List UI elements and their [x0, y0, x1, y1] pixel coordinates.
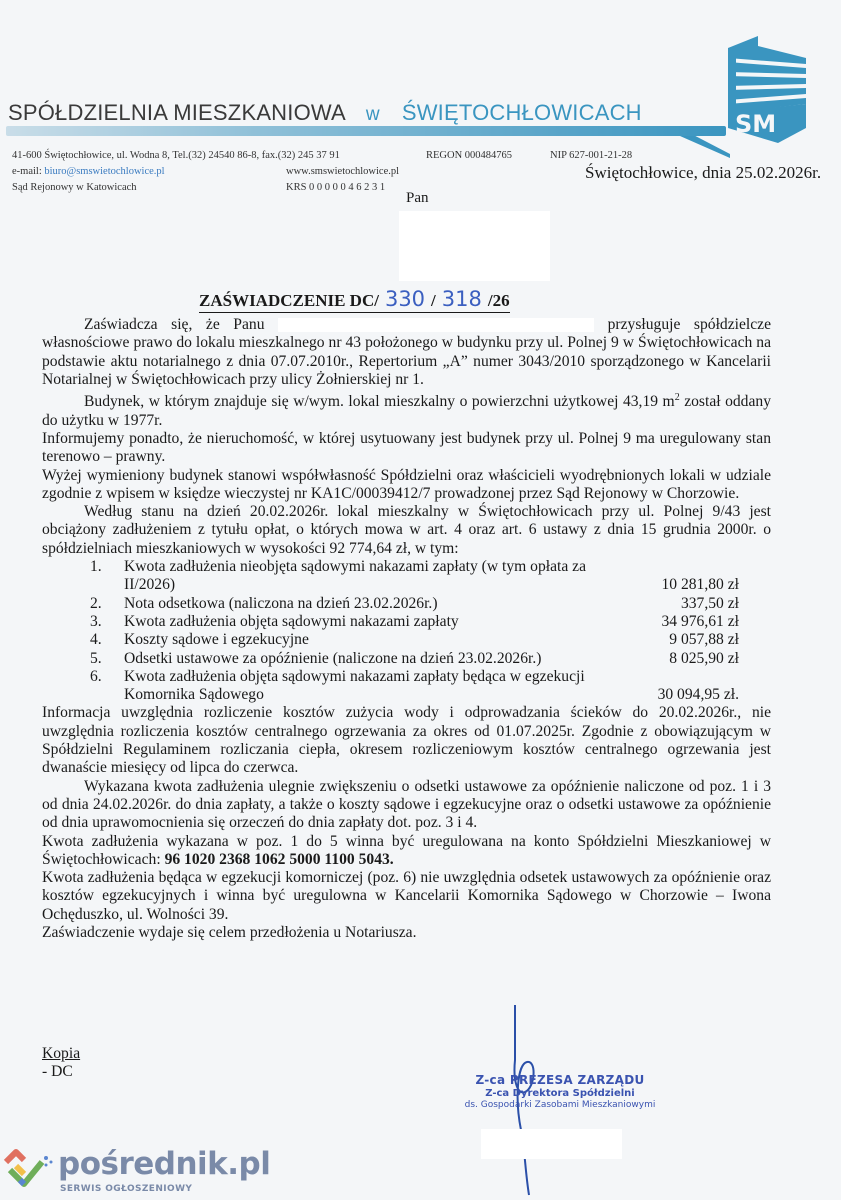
- debt-item: [42, 595, 771, 613]
- document-date: Świętochłowice, dnia 25.02.2026r.: [585, 163, 822, 182]
- redacted-recipient: [399, 211, 550, 281]
- p2-end: został oddany do użytku w 1977r.: [42, 393, 771, 429]
- debt-item-num: 1.: [90, 558, 102, 576]
- debt-item-label: Odsetki ustawowe za opóźnienie (naliczone na dzień 23.02.2026r.): [124, 649, 542, 667]
- debt-item-label: Kwota zadłużenia objęta sądowymi nakazami zapłaty będąca w egzekucji Komornika Sądowego: [124, 667, 585, 704]
- bank-account-number: 96 1020 2368 1062 5000 1100 5043.: [164, 850, 394, 868]
- handwritten-number-1: 330: [384, 287, 426, 311]
- debt-item-num: 5.: [90, 649, 102, 667]
- watermark-subtitle: SERWIS OGŁOSZENIOWY: [60, 1184, 193, 1194]
- p8-text: Kwota zadłużenia wykazana w poz. 1 do 5 winna być uregulowana na konto Spółdzielni Mieszkaniowej w Świętochłowicach:: [42, 832, 771, 868]
- p2-sup: 2: [674, 392, 680, 404]
- email-link[interactable]: biuro@smswietochlowice.pl: [44, 166, 165, 177]
- watermark-name: pośrednik.pl: [58, 1146, 271, 1182]
- paragraph-building: [42, 389, 771, 430]
- debt-item-num: 4.: [90, 631, 102, 649]
- paragraph-purpose: Zaświadczenie wydaje się celem przedłożenia u Notariusza.: [42, 923, 417, 941]
- debt-list: [42, 558, 771, 704]
- address-line: 41-600 Świętochłowice, ul. Wodna 8, Tel.(32) 24540 86-8, fax.(32) 245 37 91: [12, 150, 340, 161]
- stamp-line-1: Z-ca PREZESA ZARZĄDU: [475, 1073, 645, 1087]
- debt-item-label: Kwota zadłużenia nieobjęta sądowymi nakazami zapłaty (w tym opłata za II/2026): [124, 558, 586, 594]
- sm-logo-icon: [718, 28, 818, 143]
- paragraph-info-heating: Informacja uwzględnia rozliczenie kosztów zużycia wody i odprowadzania ścieków do 20.02.2026r., nie uwzględnia rozliczenia kosztów centralnego ogrzewania za okres od 01.07.2025r. Zgodnie z obowiązującym w Spółdzielni Regulaminem rozliczania ciepła, okresem rozliczeniowym kosztów centralnego ogrzewania jest dwanaście miesięcy od lipca do czerwca.: [42, 704, 771, 777]
- copy-block: [42, 1045, 80, 1081]
- debt-item-num: 6.: [90, 667, 102, 685]
- copy-item: - DC: [42, 1063, 73, 1080]
- contact-block-mid: [286, 164, 399, 196]
- debt-item-label: Nota odsetkowa (naliczona na dzień 23.02.2026r.): [124, 594, 438, 612]
- stamp-line-2: Z-ca Dyrektora Spółdzielni: [485, 1088, 635, 1099]
- paragraph-ownership: [42, 316, 771, 389]
- p1-end: przysługuje spółdzielcze własnościowe prawo do lokalu mieszkalnego nr 43 położonego w budynku przy ul. Polnej 9 w Świętochłowicach na podstawie aktu notarialnego z dnia 07.07.2010r., Repertorium „A” numer 3043/2010 sporządzonego w Kancelarii Notarialnej w Świętochłowicach przy ulicy Żołnierskiej nr 1.: [42, 316, 771, 388]
- org-name-city: ŚWIĘTOCHŁOWICACH: [401, 100, 642, 125]
- paragraph-legal-status: Informujemy ponadto, że nieruchomość, w której usytuowany jest budynek przy ul. Polnej 9 ma uregulowany stan terenowo – prawny.: [42, 429, 771, 466]
- debt-item-amount: 10 281,80 zł: [661, 576, 739, 594]
- nip-number: NIP 627-001-21-28: [550, 150, 633, 161]
- redacted-signatory: [481, 1129, 622, 1159]
- p1-start: Zaświadcza się, że Panu: [84, 316, 265, 333]
- letterhead-bar: [6, 126, 726, 136]
- title-suffix: /26: [487, 291, 510, 310]
- debt-item-label: Kwota zadłużenia objęta sądowymi nakazami zapłaty: [124, 612, 459, 630]
- debt-item-amount: 9 057,88 zł: [669, 631, 739, 649]
- org-name-part1: SPÓŁDZIELNIA MIESZKANIOWA: [8, 100, 346, 125]
- stamp-line-3: ds. Gospodarki Zasobami Mieszkaniowymi: [464, 1100, 656, 1110]
- redacted-name: [278, 318, 594, 332]
- official-stamp: [455, 1073, 665, 1110]
- debt-item-amount: 34 976,61 zł: [661, 612, 739, 630]
- krs-number: KRS 0 0 0 0 0 4 6 2 3 1: [286, 182, 386, 193]
- court-line: Sąd Rejonowy w Katowicach: [12, 182, 137, 193]
- document-body: [42, 316, 771, 942]
- paragraph-payment-account: [42, 833, 771, 870]
- logo-text: SM: [735, 110, 777, 138]
- regon-number: REGON 000484765: [426, 150, 513, 161]
- debt-item: [42, 668, 771, 705]
- document-title: [199, 287, 510, 313]
- debt-item-amount: 8 025,90 zł: [669, 649, 739, 667]
- website-link[interactable]: www.smswietochlowice.pl: [286, 166, 400, 177]
- p2-text: Budynek, w którym znajduje się w/wym. lokal mieszkalny o powierzchni użytkowej 43,19 m: [84, 393, 675, 411]
- debt-item-amount: 337,50 zł: [680, 594, 739, 612]
- debt-item-num: 3.: [90, 612, 102, 630]
- paragraph-interest: Wykazana kwota zadłużenia ulegnie zwiększeniu o odsetki ustawowe za opóźnienie naliczone od poz. 1 i 3 od dnia 24.02.2026r. do dnia zapłaty, a także o koszty sądowe i egzekucyjne oraz o odsetki ustawowe za opóźnienie od dnia uprawomocnienia się orzeczeń do dnia zapłaty dot. poz. 3 i 4.: [42, 777, 771, 832]
- paragraph-co-ownership: Wyżej wymieniony budynek stanowi współwłasność Spółdzielni oraz właścicieli wyodrębnionych lokali w udziale zgodnie z wpisem w księdze wieczystej nr KA1C/00039412/7 prowadzonej przez Sąd Rejonowy w Chorzowie.: [42, 466, 771, 502]
- posrednik-logo-icon: [2, 1148, 56, 1190]
- org-name-w: w: [365, 104, 380, 125]
- debt-item-num: 2.: [90, 594, 102, 612]
- title-separator: /: [431, 291, 436, 310]
- debt-item-amount: 30 094,95 zł.: [657, 686, 739, 704]
- debt-item: [42, 613, 771, 631]
- recipient-label: Pan: [406, 190, 429, 206]
- debt-item: [42, 558, 771, 595]
- debt-item: [42, 650, 771, 668]
- organization-name: [8, 100, 642, 126]
- paragraph-bailiff: Kwota zadłużenia będąca w egzekucji komorniczej (poz. 6) nie uwzględnia odsetek ustawowych za opóźnienie oraz kosztów egzekucyjnych i winna być uregulowna w Kancelarii Komornika Sądowego w Chorzowie – Iwona Ochęduszko, ul. Wolności 39.: [42, 869, 771, 923]
- debt-item-label: Koszty sądowe i egzekucyjne: [124, 631, 309, 649]
- copy-label: Kopia: [42, 1045, 81, 1062]
- email-label: e-mail:: [12, 166, 42, 177]
- debt-item: [42, 631, 771, 649]
- title-prefix: ZAŚWIADCZENIE DC/: [199, 291, 379, 310]
- paragraph-debt-summary: Według stanu na dzień 20.02.2026r. lokal mieszkalny w Świętochłowicach przy ul. Polnej 9/43 jest obciążony zadłużeniem z tytułu opłat, o których mowa w art. 4 oraz art. 6 ustawy z dnia 15 grudnia 2000r. o spółdzielniach mieszkaniowych w wysokości 92 774,64 zł, w tym:: [42, 503, 771, 557]
- handwritten-number-2: 318: [441, 287, 482, 311]
